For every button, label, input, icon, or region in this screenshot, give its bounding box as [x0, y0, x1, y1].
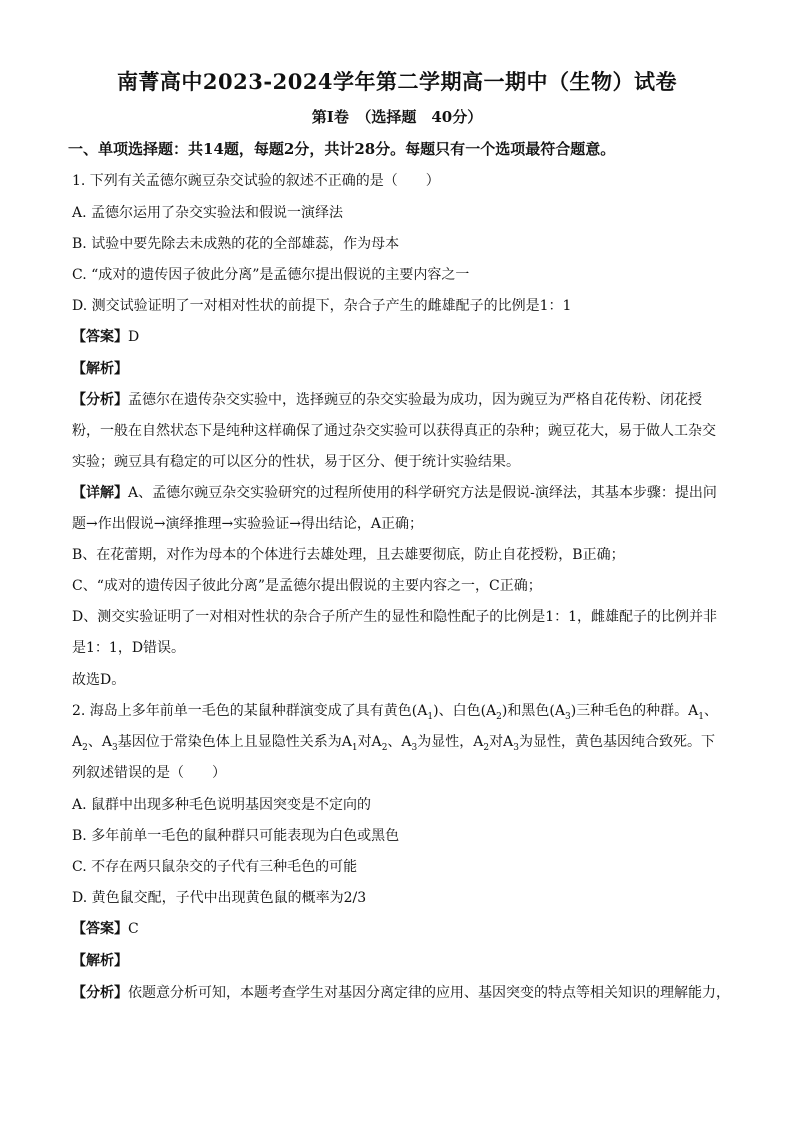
text: 为显性，黄色基因纯合致死。下 [519, 734, 715, 750]
answer-value: D [128, 329, 140, 345]
q1-conclusion: 故选D。 [72, 672, 126, 688]
text: 、A [387, 734, 412, 750]
q1-stem: 1. 下列有关孟德尔豌豆杂交试验的叙述不正确的是（ ） [72, 173, 440, 189]
q2-option-c: C. 不存在两只鼠杂交的子代有三种毛色的可能 [72, 859, 358, 875]
subscript: 1 [427, 711, 434, 722]
subscript: 1 [351, 742, 358, 753]
text: 对A [489, 734, 514, 750]
q1-option-d: D. 测交试验证明了一对相对性状的前提下，杂合子产生的雌雄配子的比例是1：1 [72, 298, 572, 314]
q2-option-b: B. 多年前单一毛色的鼠种群只可能表现为白色或黑色 [72, 828, 400, 844]
q1-xiangjie-line-5: D、测交实验证明了一对相对性状的杂合子所产生的显性和隐性配子的比例是1：1，雌雄配子的比例并非 [72, 609, 718, 625]
answer-tag: 【答案】 [72, 329, 128, 345]
subscript: 2 [496, 711, 502, 722]
text: )、白色(A [433, 703, 497, 719]
q2-option-d: D. 黄色鼠交配，子代中出现黄色鼠的概率为2/3 [72, 890, 367, 906]
exam-subtitle: 第Ⅰ卷 （选择题 40分） [311, 108, 483, 126]
q1-xiangjie-line-1 [72, 483, 717, 503]
text: A [72, 734, 83, 750]
text: 、 [704, 703, 718, 719]
q1-fenxi-line-2: 粉，一般在自然状态下是纯种这样确保了通过杂交实验可以获得真正的杂种；豌豆花大，易于做人工杂交 [72, 423, 716, 439]
subscript: 2 [82, 742, 88, 753]
fenxi-text: 依题意分析可知，本题考查学生对基因分离定律的应用、基因突变的特点等相关知识的理解能力， [128, 985, 730, 1001]
subscript: 1 [698, 711, 704, 722]
text: 基因位于常染色体上且显隐性关系为A [117, 734, 352, 750]
q2-stem-line-1 [72, 701, 718, 727]
q1-answer [72, 327, 139, 347]
fenxi-tag: 【分析】 [72, 392, 128, 408]
text: 2. 海岛上多年前单一毛色的某鼠种群演变成了具有黄色(A [72, 703, 428, 719]
q2-stem-line-3: 列叙述错误的是（ ） [72, 765, 226, 781]
q1-analysis-tag: 【解析】 [72, 361, 128, 377]
q2-answer [72, 919, 139, 939]
subscript: 2 [483, 742, 490, 753]
q1-option-c: C. “成对的遗传因子彼此分离”是孟德尔提出假说的主要内容之一 [72, 267, 470, 283]
section-heading: 一、单项选择题：共14题，每题2分，共计28分。每题只有一个选项最符合题意。 [68, 140, 616, 158]
fenxi-text: 孟德尔在遗传杂交实验中，选择豌豆的杂交实验最为成功，因为豌豆为严格自花传粉、闭花授 [128, 392, 702, 408]
xiangjie-tag: 【详解】 [72, 485, 128, 501]
q2-option-a: A. 鼠群中出现多种毛色说明基因突变是不定向的 [72, 797, 372, 813]
q1-fenxi-line-3: 实验；豌豆具有稳定的可以区分的性状，易于区分、便于统计实验结果。 [72, 454, 520, 470]
text: )三种毛色的种群。A [570, 703, 699, 719]
q2-analysis-tag: 【解析】 [72, 953, 128, 969]
q1-xiangjie-line-4: C、“成对的遗传因子彼此分离”是孟德尔提出假说的主要内容之一，C正确； [72, 578, 542, 594]
q1-xiangjie-line-3: B、在花蕾期，对作为母本的个体进行去雄处理，且去雄要彻底，防止自花授粉，B正确； [72, 547, 625, 563]
q1-option-a: A. 孟德尔运用了杂交实验法和假说一演绎法 [72, 205, 344, 221]
exam-title: 南菁高中2023-2024学年第二学期高一期中（生物）试卷 [116, 69, 678, 94]
text: 为显性，A [417, 734, 484, 750]
answer-tag: 【答案】 [72, 921, 128, 937]
subscript: 3 [411, 742, 418, 753]
q2-fenxi-line-1 [72, 983, 730, 1003]
answer-value: C [128, 921, 139, 937]
q1-fenxi-line-1 [72, 390, 702, 410]
subscript: 3 [111, 742, 118, 753]
text: 、A [87, 734, 112, 750]
subscript: 2 [381, 742, 388, 753]
subscript: 3 [564, 711, 571, 722]
fenxi-tag: 【分析】 [72, 985, 128, 1001]
q2-stem-line-2 [72, 732, 715, 758]
q1-option-b: B. 试验中要先除去未成熟的花的全部雄蕊，作为母本 [72, 236, 400, 252]
xiangjie-text: A、孟德尔豌豆杂交实验研究的过程所使用的科学研究方法是假说-演绎法，其基本步骤：提出问 [128, 485, 717, 501]
subscript: 3 [513, 742, 519, 753]
text: 对A [357, 734, 382, 750]
text: )和黑色(A [501, 703, 565, 719]
q1-xiangjie-line-6: 是1：1，D错误。 [72, 640, 186, 656]
q1-xiangjie-line-2: 题→作出假说→演绎推理→实验验证→得出结论，A正确； [72, 516, 424, 532]
